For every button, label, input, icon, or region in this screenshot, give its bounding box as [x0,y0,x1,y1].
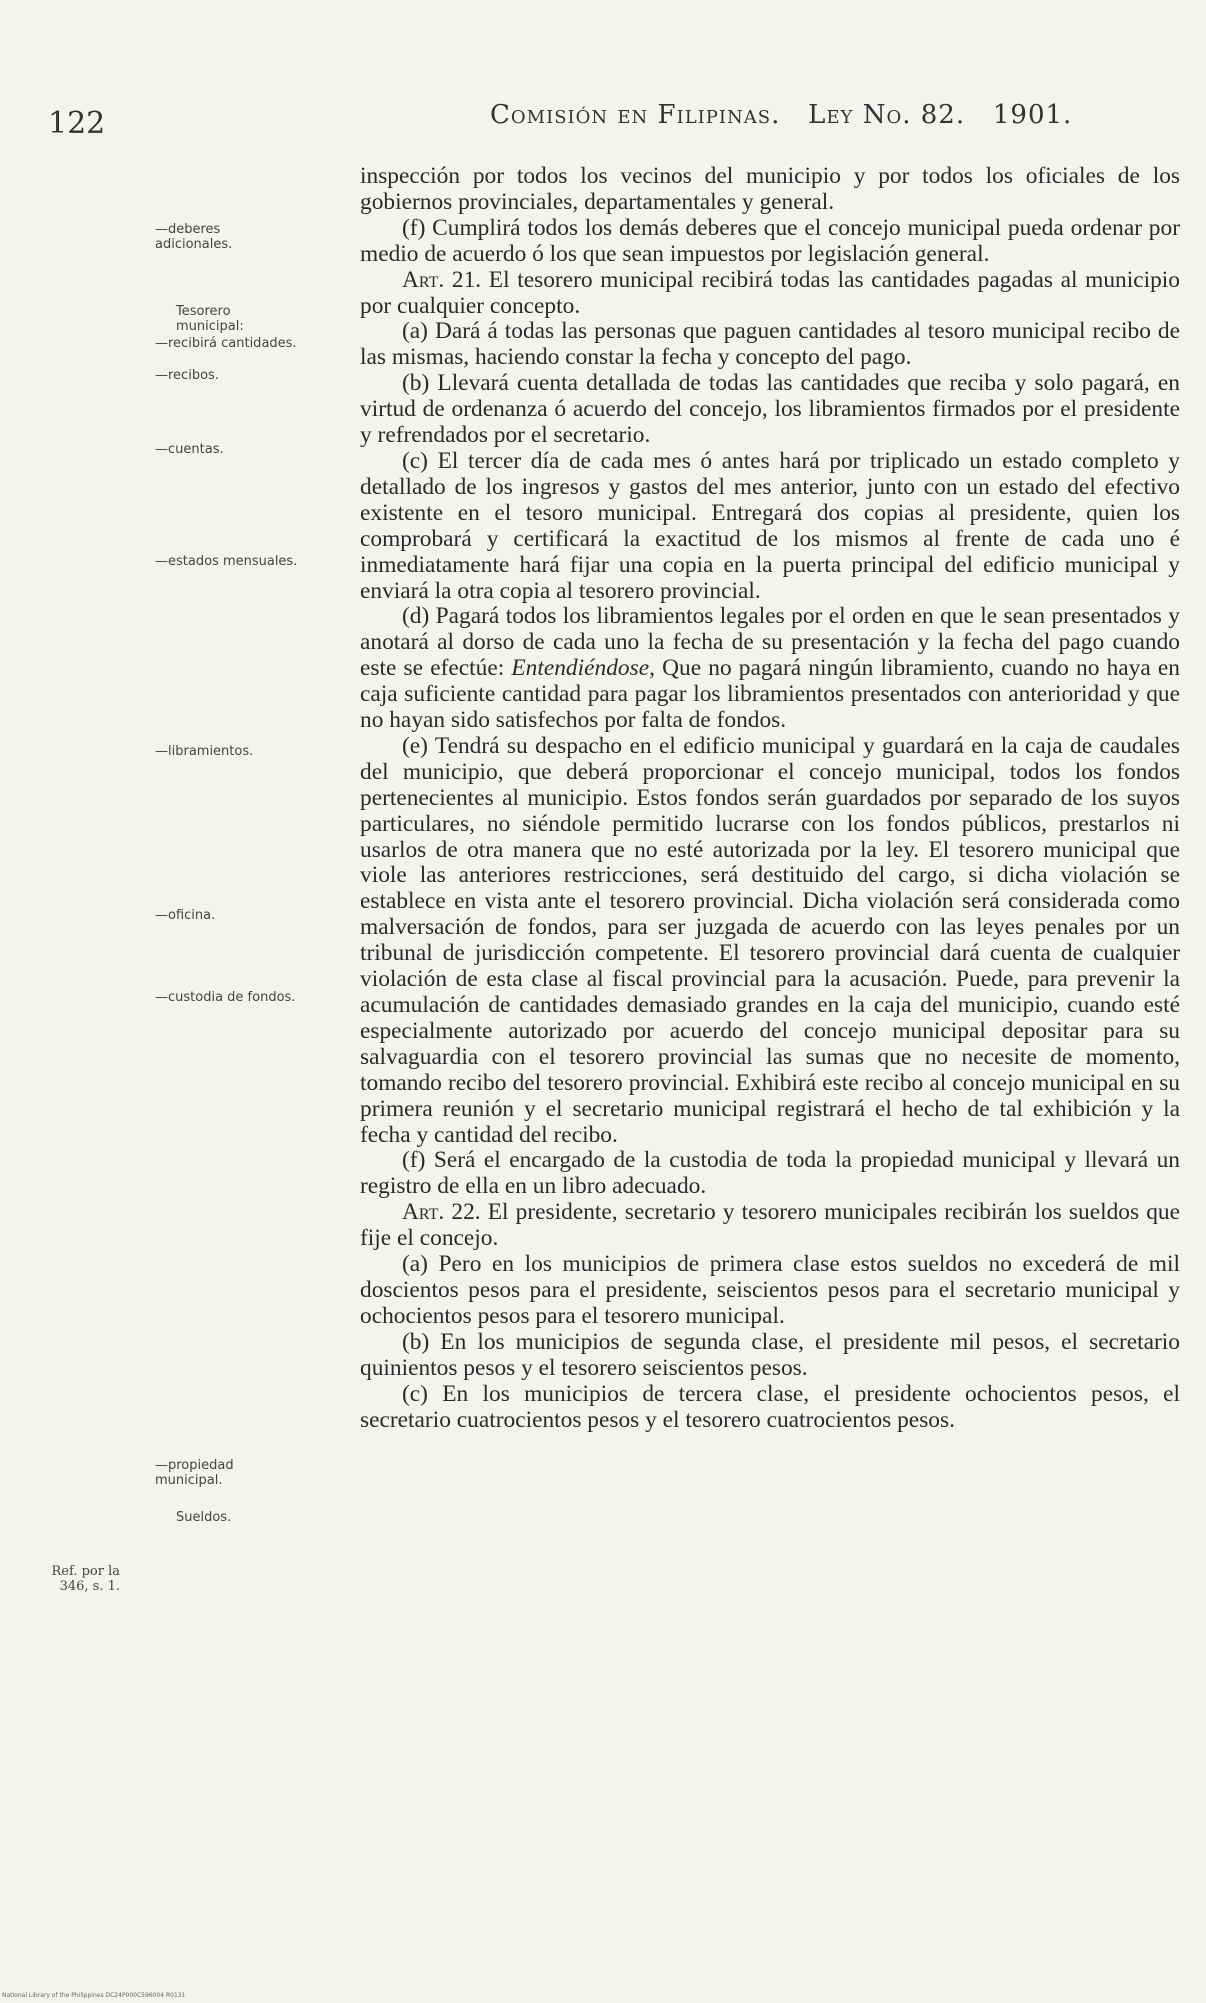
page-number: 122 [48,106,106,141]
paragraph-art21-d [360,604,1180,734]
art21-label: Art. [402,266,445,293]
running-head-law: Ley No. 82. [808,100,966,130]
margin-note-estados-mensuales: —estados mensuales. [155,554,298,569]
margin-note-custodia-de-fondos: —custodia de fondos. [155,990,296,1005]
margin-note-propiedad-municipal: —propiedad municipal. [155,1458,234,1488]
main-text-column [360,164,1180,1433]
margin-note-tesorero-municipal: Tesorero municipal: [176,304,244,334]
margin-note-cuentas: —cuentas. [155,442,224,457]
paragraph-art21-f: (f) Será el encargado de la custodia de toda la propiedad municipal y llevará un registro de ella en un libro adecuado. [360,1147,1180,1200]
margin-note-recibira-cantidades: —recibirá cantidades. [155,336,297,351]
paragraph-art22 [360,1200,1180,1252]
art22-label: Art. [402,1199,445,1226]
margin-note-reference: Ref. por la 346, s. 1. [51,1564,120,1594]
art21-d-text-b: Que no pagará ningún libramiento, cuando no haya en caja suficiente cantidad para pagar los libramientos presentados con anterioridad y que no hayan sido satisfechos por falta de fondos. [360,655,1180,734]
paragraph-art22-b: (b) En los municipios de segunda clase, el presidente mil pesos, el secretario quinientos pesos y el tesorero seiscientos pesos. [360,1328,1180,1381]
paragraph-art21-b: (b) Llevará cuenta detallada de todas las cantidades que reciba y solo pagará, en virtud de ordenanza ó acuerdo del concejo, los libramientos firmados por el presidente y refrendados por el secretario. [360,370,1180,449]
scan-credit: National Library of the Philippines DC24P000C596004 R0131 [2,1992,186,1999]
paragraph-art21 [360,268,1180,320]
margin-note-oficina: —oficina. [155,908,216,923]
running-head-title: Comisión en Filipinas. [490,100,781,130]
paragraph-art21-e: (e) Tendrá su despacho en el edificio municipal y guardará en la caja de caudales del municipio, que deberá proporcionar el concejo municipal, todos los fondos pertenecientes al municipio. Estos fondos serán guardados por separado de los suyos particulares, no siéndole permitido lucrarse con los fondos públicos, prestarlos ni usarlos de otra manera que no esté autorizada por la ley. El tesorero municipal que viole las anteriores restricciones, será destituido del cargo, si dicha violación se establece en vista ante el tesorero provincial. Dicha violación será considerada como malversación de fondos, para ser juzgada de acuerdo con las leyes penales por un tribunal de jurisdicción competente. El tesorero provincial dará cuenta de cualquier violación de esta clase al fiscal provincial para la acusación. Puede, para prevenir la acumulación de cantidades demasiado grandes en la caja del municipio, cuando esté especialmente autorizado por acuerdo del concejo municipal depositar para su salvaguardia con el tesorero provincial las sumas que no necesite de momento, tomando recibo del tesorero provincial. Exhibirá este recibo al concejo municipal en su primera reunión y el secretario municipal registrará el hecho de tal exhibición y la fecha y cantidad del recibo. [360,732,1180,1148]
margin-note-sueldos: Sueldos. [176,1510,232,1525]
margin-note-deberes-adicionales: —deberes adicionales. [155,222,233,252]
paragraph-art22-a: (a) Pero en los municipios de primera clase estos sueldos no excederá de mil doscientos pesos para el presidente, seiscientos pesos para el secretario municipal y ochocientos pesos para el tesorero municipal. [360,1251,1180,1329]
art21-text: 21. El tesorero municipal recibirá todas las cantidades pagadas al municipio por cualquier concepto. [360,266,1180,319]
running-head [490,100,1072,130]
art21-d-text-a: (d) Pagará todos los libramientos legales por el orden en que le sean presentados y anotará al dorso de cada uno la fecha de su presentación y la fecha del pago cuando este se efectúe: [360,603,1180,682]
margin-note-recibos: —recibos. [155,368,219,383]
paragraph-art22-c: (c) En los municipios de tercera clase, el presidente ochocientos pesos, el secretario cuatrocientos pesos y el tesorero cuatrocientos pesos. [360,1380,1180,1433]
paragraph-intro: inspección por todos los vecinos del municipio y por todos los oficiales de los gobiernos provinciales, departamentales y general. [360,163,1180,215]
paragraph-art21-a: (a) Dará á todas las personas que paguen cantidades al tesoro municipal recibo de las mismas, haciendo constar la fecha y concepto del pago. [360,318,1180,371]
paragraph-art21-c: (c) El tercer día de cada mes ó antes hará por triplicado un estado completo y detallado de los ingresos y gastos del mes anterior, junto con un estado del efectivo existente en el tesoro municipal. Entregará dos copias al presidente, quien los comprobará y certificará la exactitud de los mismos al frente de cada uno é inmediatamente hará fijar una copia en la puerta principal del edificio municipal y enviará la otra copia al tesorero provincial. [360,447,1180,604]
running-head-year: 1901. [992,100,1073,130]
art22-text: 22. El presidente, secretario y tesorero municipales recibirán los sueldos que fije el concejo. [360,1199,1180,1252]
margin-note-libramientos: —libramientos. [155,744,254,759]
paragraph-art20-f: (f) Cumplirá todos los demás deberes que el concejo municipal pueda ordenar por medio de acuerdo ó los que sean impuestos por legislación general. [360,214,1180,267]
art21-d-emphasis: Entendiéndose, [511,655,655,682]
